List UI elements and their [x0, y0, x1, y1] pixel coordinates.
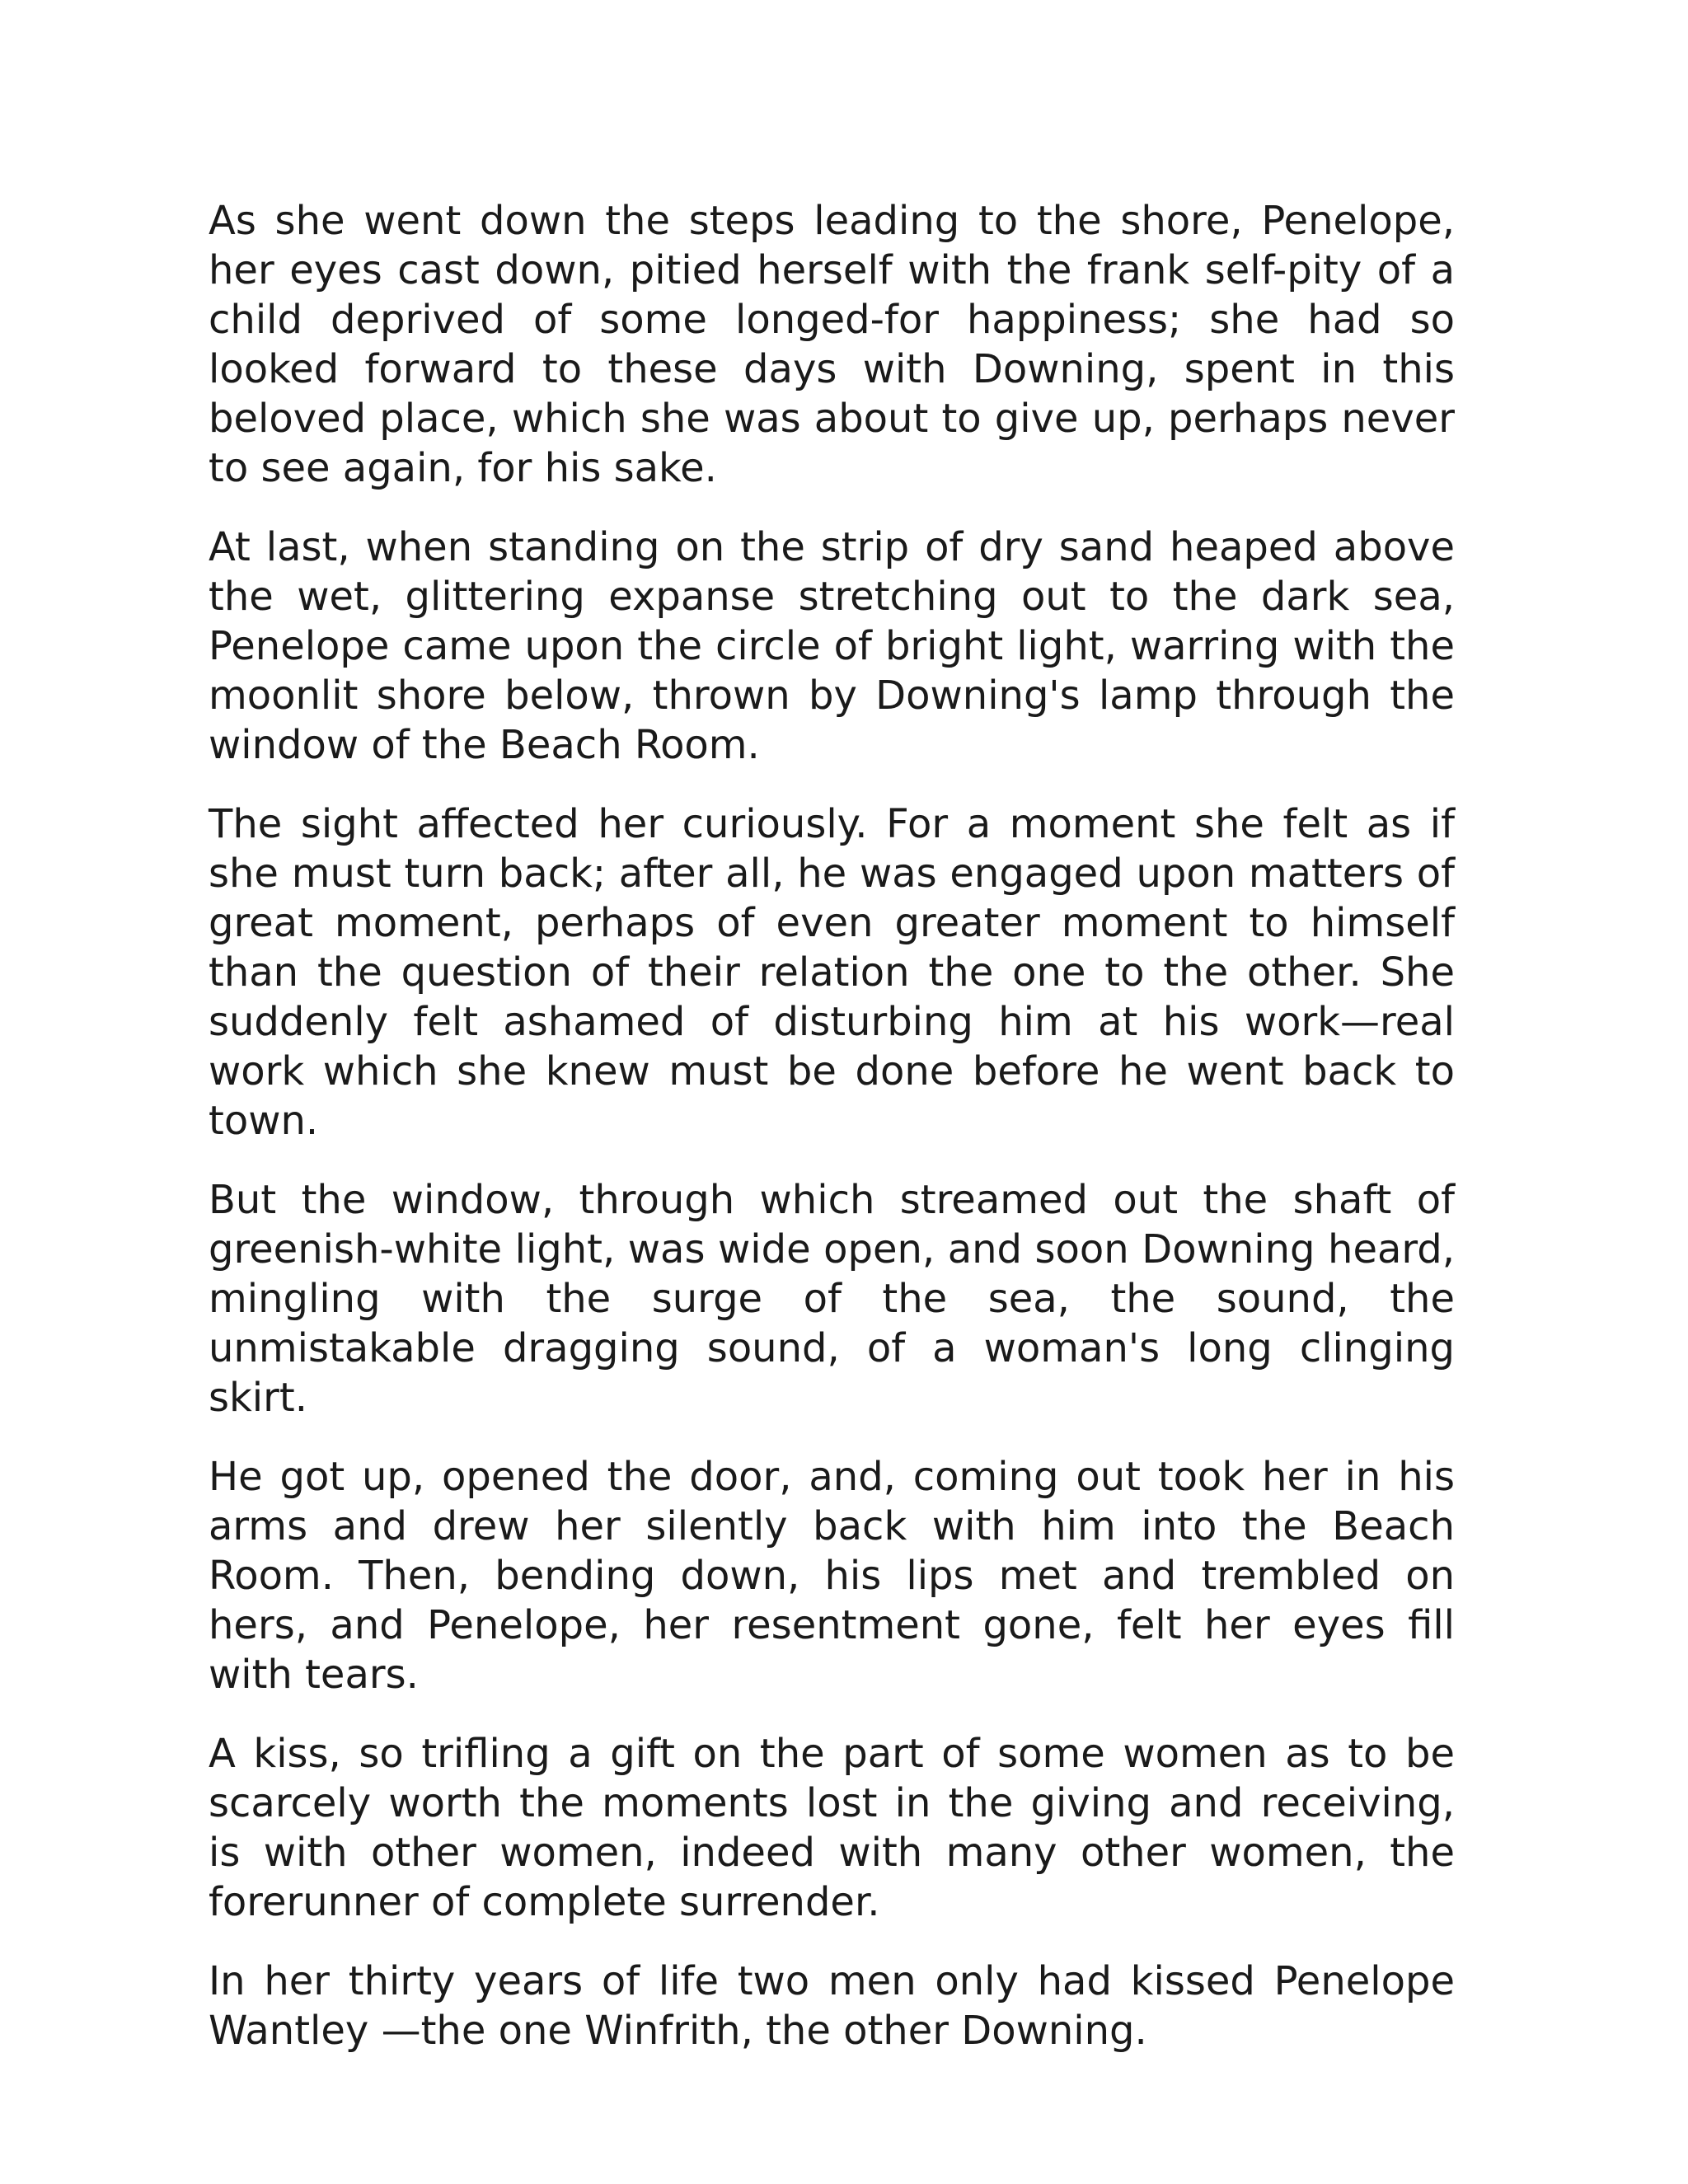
- document-page: [209, 196, 1455, 2085]
- paragraph-3: The sight affected her curiously. For a moment she felt as if she must turn back; after all, he was engaged upon matters of great moment, perhaps of even greater moment to himself than the question of their relation the one to the other. She suddenly felt ashamed of disturbing him at his work—real work which she knew must be done before he went back to town.: [209, 801, 1455, 1144]
- paragraph-1: As she went down the steps leading to the shore, Penelope, her eyes cast down, pitied herself with the frank self-pity of a child deprived of some longed-for happiness; she had so looked forward to these days with Downing, spent in this beloved place, which she was about to give up, perhaps never to see again, for his sake.: [209, 198, 1455, 491]
- paragraph-4: But the window, through which streamed out the shaft of greenish-white light, was wide open, and soon Downing heard, mingling with the surge of the sea, the sound, the unmistakable dragging sound, of a woman's long clinging skirt.: [209, 1177, 1455, 1421]
- paragraph-5: He got up, opened the door, and, coming out took her in his arms and drew her silently back with him into the Beach Room. Then, bending down, his lips met and trembled on hers, and Penelope, her resentment gone, felt her eyes fill with tears.: [209, 1454, 1455, 1698]
- paragraph-6: A kiss, so trifling a gift on the part of some women as to be scarcely worth the moments lost in the giving and receiving, is with other women, indeed with many other women, the forerunner of complete surrender.: [209, 1731, 1455, 1925]
- paragraph-2: At last, when standing on the strip of dry sand heaped above the wet, glittering expanse stretching out to the dark sea, Penelope came upon the circle of bright light, warring with the moonlit shore below, thrown by Downing's lamp through the window of the Beach Room.: [209, 524, 1455, 768]
- paragraph-7: In her thirty years of life two men only had kissed Penelope Wantley —the one Winfrith, the other Downing.: [209, 1958, 1455, 2054]
